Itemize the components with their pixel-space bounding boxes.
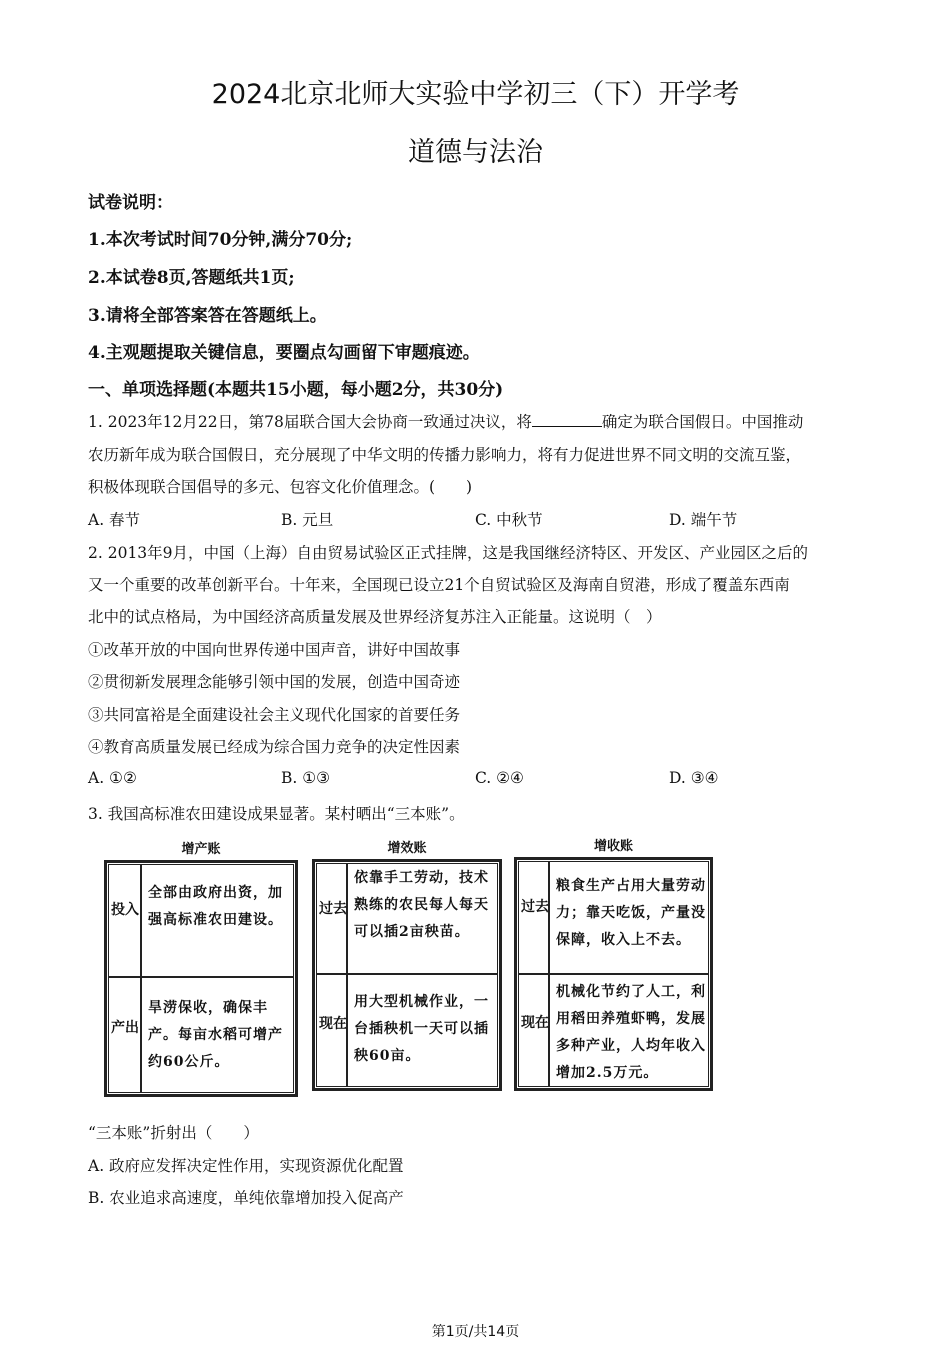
- ledger-heading: 增收账: [593, 839, 633, 854]
- ledger-row-label: 投入: [111, 902, 139, 918]
- option-b: B. 元旦: [281, 511, 334, 529]
- question-1-text: 确定为联合国假日。中国推动: [601, 413, 804, 431]
- option-a: A. 政府应发挥决定性作用，实现资源优化配置: [88, 1157, 404, 1175]
- statement-1: ①改革开放的中国向世界传递中国声音，讲好中国故事: [88, 641, 461, 659]
- ledger-divider: [108, 976, 294, 978]
- ledger-cell: 旱涝保收，确保丰产。每亩水稻可增产约60公斤。: [148, 1000, 283, 1070]
- ledger-cell: 粮食生产占用大量劳动力；靠天吃饭，产量没保障，收入上不去。: [556, 878, 706, 948]
- instruction-item: 4.主观题提取关键信息，要圈点勾画留下审题痕迹。: [88, 343, 480, 363]
- statement-3: ③共同富裕是全面建设社会主义现代化国家的首要任务: [88, 706, 461, 724]
- ledger-heading: 增产账: [181, 842, 221, 857]
- option-b: B. ①③: [281, 769, 331, 787]
- ledger-row-label: 过去: [319, 901, 347, 917]
- question-2-line: 北中的试点格局，为中国经济高质量发展及世界经济复苏注入正能量。这说明（ ）: [88, 608, 662, 626]
- question-3-line: 3. 我国高标准农田建设成果显著。某村晒出“三本账”。: [88, 805, 465, 823]
- option-d: D. ③④: [669, 769, 719, 787]
- ledger-row-label: 现在: [319, 1016, 347, 1032]
- ledger-increase-efficiency: [312, 841, 502, 1091]
- statement-2: ②贯彻新发展理念能够引领中国的发展，创造中国奇迹: [88, 673, 461, 691]
- page-number: 第1页/共14页: [431, 1324, 520, 1340]
- instruction-item: 3.请将全部答案答在答题纸上。: [88, 306, 327, 326]
- subject-title: 道德与法治: [408, 137, 543, 168]
- question-1-line: 农历新年成为联合国假日，充分展现了中华文明的传播力影响力，将有力促进世界不同文明的交流互鉴，: [88, 446, 802, 464]
- question-2-line: 又一个重要的改革创新平台。十年来，全国现已设立21个自贸试验区及海南自贸港，形成了覆盖东西南: [88, 576, 790, 594]
- ledger-increase-income: [514, 839, 713, 1091]
- ledger-row-label: 过去: [521, 899, 549, 915]
- instructions-heading: 试卷说明：: [88, 193, 173, 213]
- exam-title: 2024北京北师大实验中学初三（下）开学考: [211, 79, 740, 110]
- instruction-item: 1.本次考试时间70分钟,满分70分;: [88, 230, 353, 250]
- ledger-divider: [316, 973, 498, 975]
- ledger-divider: [346, 863, 348, 1087]
- question-1-line: [88, 410, 803, 432]
- option-b: B. 农业追求高速度，单纯依靠增加投入促高产: [88, 1189, 404, 1207]
- statement-4: ④教育高质量发展已经成为综合国力竞争的决定性因素: [88, 738, 461, 756]
- section-heading: 一、单项选择题(本题共15小题，每小题2分，共30分): [88, 380, 504, 400]
- option-c: C. 中秋节: [475, 511, 543, 529]
- option-a: A. ①②: [88, 769, 137, 787]
- answer-blank: [532, 413, 602, 427]
- ledger-divider: [140, 864, 142, 1093]
- instruction-item: 2.本试卷8页,答题纸共1页;: [88, 268, 295, 288]
- question-1-line: 积极体现联合国倡导的多元、包容文化价值理念。( ): [88, 478, 473, 496]
- ledger-heading: 增效账: [387, 841, 427, 856]
- question-2-line: 2. 2013年9月，中国（上海）自由贸易试验区正式挂牌，这是我国继经济特区、开发区、产业园区之后的: [88, 544, 809, 562]
- ledger-cell: 依靠手工劳动，技术熟练的农民每人每天可以插2亩秧苗。: [354, 870, 489, 940]
- question-3-prompt: “三本账”折射出（ ）: [88, 1124, 259, 1142]
- option-c: C. ②④: [475, 769, 524, 787]
- option-a: A. 春节: [88, 511, 141, 529]
- question-1-text: 1. 2023年12月22日，第78届联合国大会协商一致通过决议，将: [88, 413, 532, 431]
- ledger-cell: 用大型机械作业，一台插秧机一天可以插秧60亩。: [354, 994, 489, 1064]
- ledger-increase-output: [104, 842, 298, 1097]
- option-d: D. 端午节: [669, 511, 738, 529]
- ledger-divider: [518, 973, 709, 975]
- ledger-row-label: 现在: [521, 1015, 549, 1031]
- ledger-cell: 机械化节约了人工，利用稻田养殖虾鸭，发展多种产业，人均年收入增加2.5万元。: [556, 984, 706, 1081]
- ledger-row-label: 产出: [111, 1020, 139, 1036]
- ledger-cell: 全部由政府出资，加强高标准农田建设。: [148, 885, 283, 928]
